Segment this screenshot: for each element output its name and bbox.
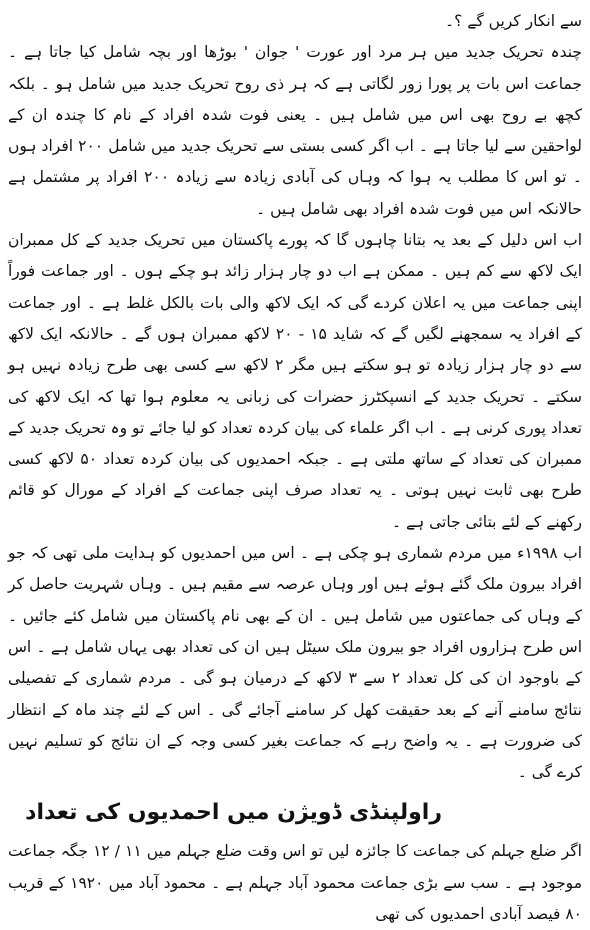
document-page	[8, 6, 583, 924]
paragraph-chanda-tehrik-jadid: چندہ تحریک جدید میں ہر مرد اور عورت ' جوان ' بوڑھا اور بچہ شامل کیا جاتا ہے ۔ جماعت اس بات پر پورا زور لگاتی ہے کہ ہر ذی روح تحریک جدید میں شامل ہو ۔ بلکہ کچھ بے روح بھی اس میں شامل ہیں ۔ یعنی فوت شدہ افراد کے نام کا چندہ ان کے لواحقین سے لیا جاتا ہے ۔ اب اگر کسی بستی سے تحریک جدید میں شامل ۲۰۰ افراد ہوں ۔ تو اس کا مطلب یہ ہوا کہ وہاں کی آبادی زیادہ سے زیادہ ۲۰۰ افراد پر مشتمل ہے حالانکہ اس میں فوت شدہ افراد بھی شامل ہیں ۔	[8, 43, 582, 218]
paragraph-members-count: اب اس دلیل کے بعد یہ بتانا چاہوں گا کہ پورے پاکستان میں تحریک جدید کے کل ممبران ایک لاکھ سے کم ہیں ۔ ممکن ہے اب دو چار ہزار زائد ہو چکے ہوں ۔ اور جماعت فوراً اپنی جماعت میں یہ اعلان کردے گی کہ ایک لاکھ والی بات بالکل غلط ہے ۔ اور جماعت کے افراد یہ سمجھنے لگیں گے کہ شاید ۱۵ - ۲۰ لاکھ ممبران ہوں گے ۔ حالانکہ ایک لاکھ سے دو چار ہزار زیادہ تو ہو سکتے ہیں مگر ۲ لاکھ سے کسی بھی طرح زیادہ نہیں ہو سکتے ۔ تحریک جدید کے انسپکٹرز حضرات کی زبانی یہ معلوم ہوا تھا کہ ایک لاکھ کی تعداد پوری کرنی ہے ۔ اب اگر علماء کی بیان کردہ تعداد کو لیا جائے تو وہ تحریک جدید کے ممبران کی تعداد کے ساتھ ملتی ہے ۔ جبکہ احمدیوں کی بیان کردہ تعداد ۵۰ لاکھ کسی طرح بھی ثابت نہیں ہوتی ۔ یہ تعداد صرف اپنی جماعت کے افراد کے مورال کو قائم رکھنے کے لئے بتائی جاتی ہے ۔	[8, 231, 582, 531]
section-heading: راولپنڈی ڈویژن میں احمدیوں کی تعداد	[25, 800, 442, 826]
paragraph-jhelum: اگر ضلع جہلم کی جماعت کا جائزہ لیں تو اس وقت ضلع جہلم میں ۱۱ / ۱۲ جگہ جماعت موجود ہے ۔ سب سے بڑی جماعت محمود آباد جہلم ہے ۔ محمود آباد میں ۱۹۲۰ کے قریب ۸۰ فیصد آبادی احمدیوں کی تھی	[8, 842, 582, 924]
paragraph-continuation: سے انکار کریں گے ؟۔	[445, 12, 582, 30]
paragraph-census-1998: اب ۱۹۹۸ء میں مردم شماری ہو چکی ہے ۔ اس میں احمدیوں کو ہدایت ملی تھی کہ جو افراد بیرون ملک گئے ہوئے ہیں اور وہاں عرصہ سے مقیم ہیں ۔ وہاں شہریت حاصل کر کے وہاں کی جماعتوں میں شامل ہیں ۔ ان کے بھی نام پاکستان میں شامل کئے جائیں ۔ اس طرح ہزاروں افراد جو بیرون ملک سیٹل ہیں ان کی تعداد بھی یہاں شامل ہے ۔ اس کے باوجود ان کی کل تعداد ۲ سے ۳ لاکھ کے درمیان ہو گی ۔ مردم شماری کے تفصیلی نتائج سامنے آنے کے بعد حقیقت کھل کر سامنے آجائے گی ۔ اس کے لئے چند ماہ کے انتظار کی ضرورت ہے ۔ یہ واضح رہے کہ جماعت بغیر کسی وجہ کے ان نتائج کو تسلیم نہیں کرے گی ۔	[8, 544, 583, 782]
